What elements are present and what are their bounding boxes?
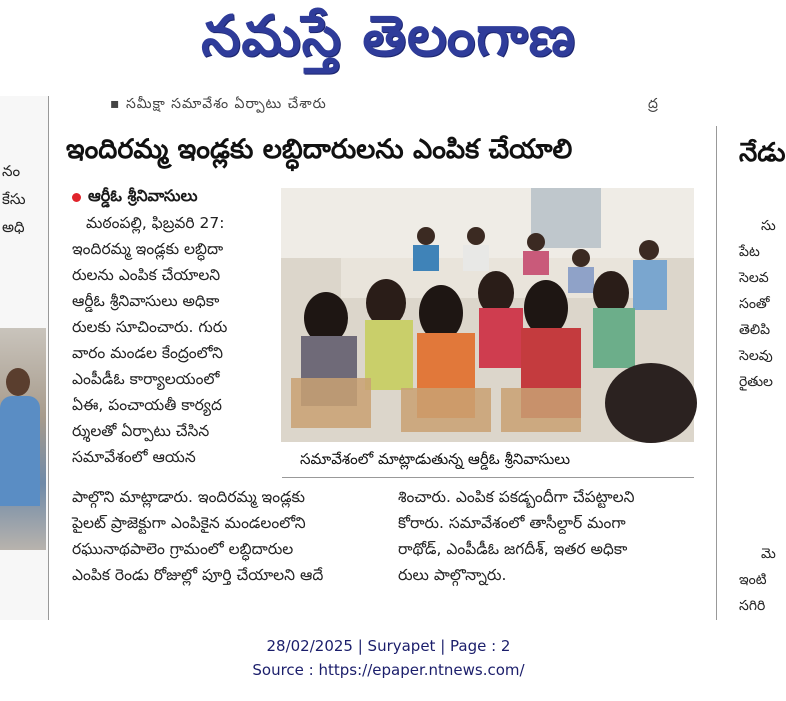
meeting-photo-illustration [281,188,694,442]
body-line: రఘునాథపాలెం గ్రామంలో లబ్ధిదారుల [72,540,294,558]
right-adjacent-column [716,126,786,620]
right-fragment: సంతో [739,296,770,312]
masthead [0,0,777,88]
body-line: ఏఈ, పంచాయతీ కార్యద [72,396,222,414]
right-fragment: తెలిపి [739,322,771,338]
right-headline-fragment: నేడు [739,138,786,168]
left-photo-person [0,396,40,506]
body-line: ఎంపిక రెండు రోజుల్లో పూర్తి చేయాలని ఆదే [72,566,324,584]
body-line: పాల్గొని మాట్లాడారు. ఇందిరమ్మ ఇండ్లకు [72,488,305,506]
left-photo-head [6,368,30,396]
left-fragment: నం [2,162,21,180]
source-footer [0,634,777,682]
cut-text-top: ▪ సమీక్షా సమావేశం ఏర్పాటు చేశారు [110,96,327,112]
body-line: శించారు. ఎంపిక పకడ్బందీగా చేపట్టాలని [398,488,635,506]
footer-date-edition: 28/02/2025 | Suryapet | Page : 2 [266,637,511,655]
body-line: వారం మండల కేంద్రంలోని [72,344,224,362]
footer-source-link[interactable]: Source : https://epaper.ntnews.com/ [252,661,525,679]
right-fragment: పేట [739,244,760,260]
body-line: కోరారు. సమావేశంలో తాసీల్దార్ మంగా [398,514,626,532]
right-fragment: సెలవ [739,270,769,286]
article-photo [281,188,694,442]
photo-caption: సమావేశంలో మాట్లాడుతున్న ఆర్డీఓ శ్రీనివాసులు [300,450,571,468]
article-byline: ఆర్డీఓ శ్రీనివాసులు [88,186,198,205]
body-line: రులకు సూచించారు. గురు [72,318,228,336]
article-headline: ఇందిరమ్మ ఇండ్లకు లబ్ధిదారులను ఎంపిక చేయాలి [66,134,573,165]
right-fragment: మె [761,546,776,562]
body-line: పైలట్ ప్రాజెక్టుగా ఎంపికైన మండలంలోని [72,514,306,532]
byline-bullet-icon [72,193,81,202]
left-fragment: అధి [2,218,25,236]
right-fragment: సు [761,218,776,234]
newspaper-clipping [0,96,786,620]
caption-divider [282,477,694,478]
body-line: రులను ఎంపిక చేయాలని [72,266,221,284]
body-line: ఇందిరమ్మ ఇండ్లకు లబ్ధిదా [72,240,224,258]
masthead-title: నమస్తే తెలంగాణ [201,4,576,69]
body-line: ఆర్డీఓ శ్రీనివాసులు అధికా [72,292,220,310]
left-adjacent-column [0,96,49,620]
right-fragment: ఇంటి [739,572,767,588]
body-line: రులు పాల్గొన్నారు. [398,566,507,584]
right-fragment: రైతుల [739,374,773,390]
right-fragment: సగిరి [739,598,766,614]
body-line: మఠంపల్లి, ఫిబ్రవరి 27: [86,214,225,232]
cut-text-top-right: ద్ర [648,96,658,112]
body-line: ఎంపీడీఓ కార్యాలయంలో [72,370,220,388]
right-fragment: సెలవు [739,348,773,364]
left-fragment: కేసు [2,190,26,208]
body-line: సమావేశంలో ఆయన [72,448,196,466]
body-line: రాథోడ్, ఎంపీడీఓ జగదీశ్, ఇతర అధికా [398,540,628,558]
body-line: ర్శులతో ఏర్పాటు చేసిన [72,422,210,440]
